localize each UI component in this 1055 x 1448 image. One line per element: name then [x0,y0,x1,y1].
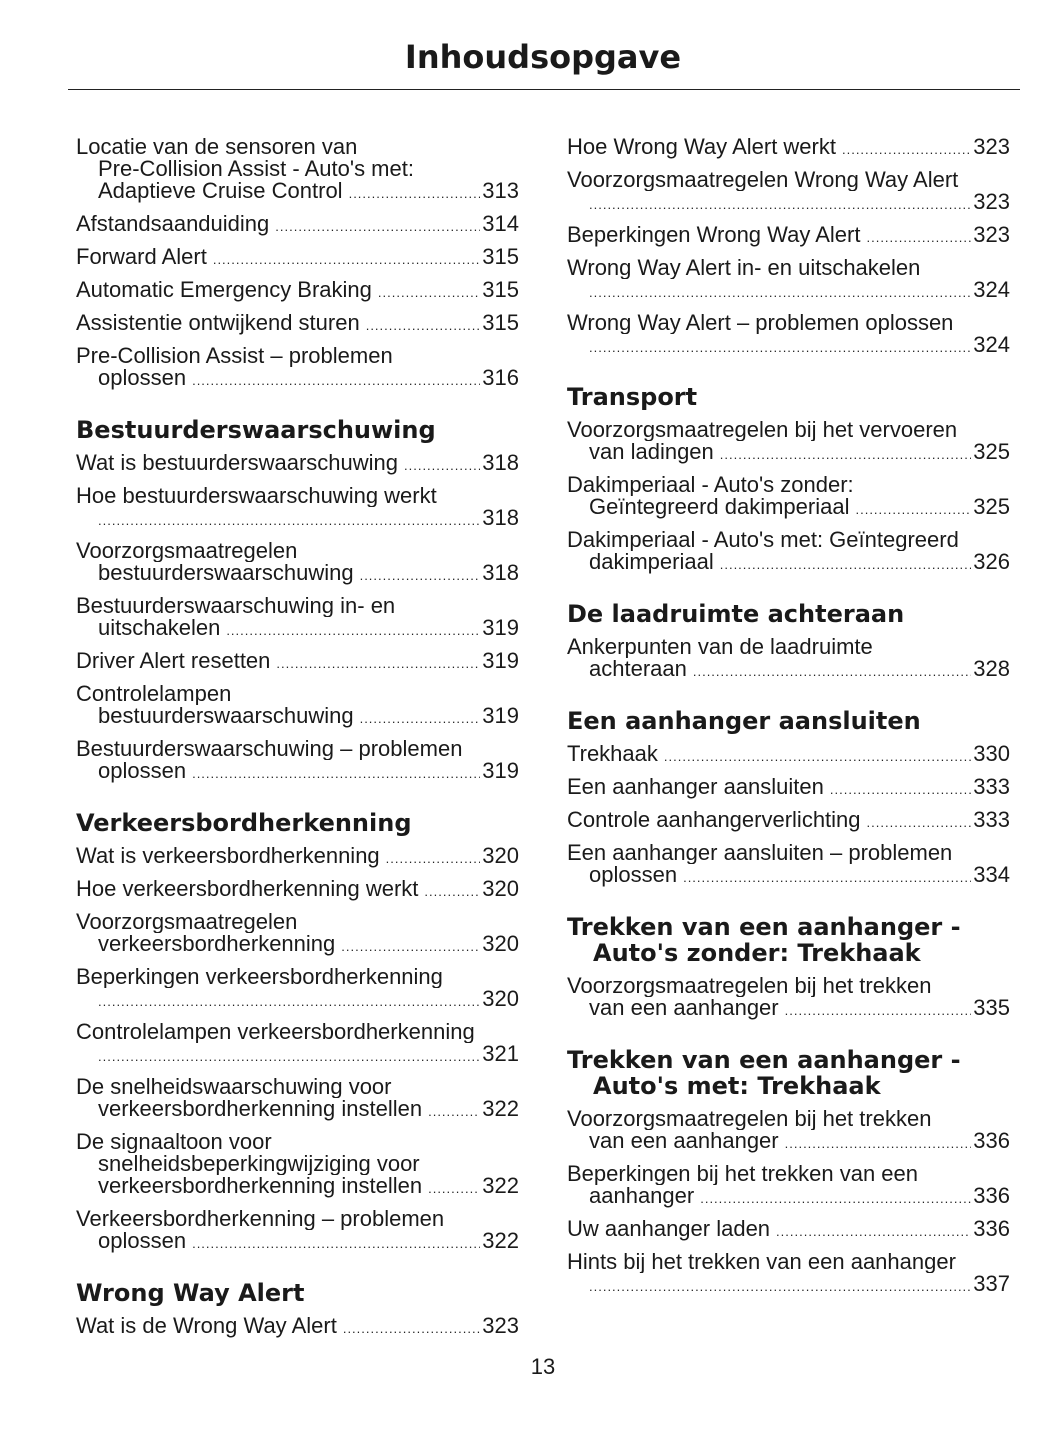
dot-leader [776,1221,971,1243]
toc-entry-text: van ladingen [589,441,714,464]
toc-entry-page[interactable]: 319 [482,705,519,728]
toc-entry-page[interactable]: 320 [482,878,519,901]
dot-leader [98,991,480,1013]
toc-entry-text: Een aanhanger aansluiten [567,776,824,799]
toc-entry-text: De snelheidswaarschuwing voor [76,1076,392,1098]
toc-entry-trekhaak[interactable] [567,743,1010,768]
toc-entry-text: Geïntegreerd dakimperiaal [589,496,850,519]
toc-entry-voorzorgsmaatregelen[interactable] [76,911,519,958]
toc-entry-page[interactable]: 336 [973,1218,1010,1241]
section-heading-line: Trekken van een aanhanger - [567,1046,961,1074]
toc-entry-page[interactable]: 333 [973,776,1010,799]
toc-entry-text: verkeersbordherkenning [98,933,336,956]
toc-entry-hints-bij-het-trekken-van-een-aanhanger[interactable] [567,1251,1010,1298]
toc-entry-text: Voorzorgsmaatregelen bij het vervoeren [567,419,958,441]
toc-entry-voorzorgsmaatregelen[interactable] [76,540,519,587]
toc-entry-bestuurderswaarschuwing-problemen[interactable] [76,738,519,785]
dot-leader [664,746,971,768]
toc-entry-page[interactable]: 320 [482,933,519,956]
toc-entry-driver-alert-resetten[interactable] [76,650,519,675]
toc-entry-text: verkeersbordherkenning instellen [98,1175,423,1198]
section-heading-line: Wrong Way Alert [76,1279,305,1307]
toc-entry-page[interactable]: 318 [482,562,519,585]
toc-entry-text: Wrong Way Alert in- en uitschakelen [567,257,921,279]
toc-entry-text: bestuurderswaarschuwing [98,705,354,728]
toc-entry-text: Wat is verkeersbordherkenning [76,845,380,868]
section-heading-line: Transport [567,383,698,411]
toc-entry-text: De signaaltoon voor [76,1131,272,1153]
toc-entry-de-snelheidswaarschuwing-voor[interactable] [76,1076,519,1123]
toc-right-column [567,136,1010,1306]
toc-entry-page[interactable]: 320 [482,845,519,868]
dot-leader [360,565,481,587]
toc-entry-page[interactable]: 325 [973,441,1010,464]
toc-entry-text: Hoe bestuurderswaarschuwing werkt [76,485,437,507]
toc-entry-text: Beperkingen Wrong Way Alert [567,224,861,247]
toc-entry-page[interactable]: 322 [482,1230,519,1253]
toc-entry-text: Bestuurderswaarschuwing in- en [76,595,396,617]
toc-entry-page[interactable]: 323 [973,136,1010,159]
toc-entry-page[interactable]: 328 [973,658,1010,681]
toc-entry-text: Pre-Collision Assist - Auto's met: [98,158,414,180]
section-heading-de-laadruimte-achteraan [567,601,1010,627]
toc-entry-page[interactable]: 314 [482,213,519,236]
dot-leader [366,315,481,337]
toc-entry-text: dakimperiaal [589,551,714,574]
toc-entry-text: Een aanhanger aansluiten – problemen [567,842,953,864]
toc-entry-text: Controle aanhangerverlichting [567,809,861,832]
toc-entry-page[interactable]: 324 [973,334,1010,357]
toc-entry-een-aanhanger-aansluiten-problemen[interactable] [567,842,1010,889]
toc-entry-page[interactable]: 322 [482,1175,519,1198]
dot-leader [842,139,971,161]
toc-entry-text: Beperkingen bij het trekken van een [567,1163,919,1185]
toc-entry-page[interactable]: 323 [482,1315,519,1338]
toc-entry-page[interactable]: 318 [482,452,519,475]
toc-entry-page[interactable]: 319 [482,650,519,673]
section-heading-een-aanhanger-aansluiten [567,708,1010,734]
dot-leader [226,620,480,642]
toc-entry-page[interactable]: 336 [973,1185,1010,1208]
section-heading-line: Trekken van een aanhanger - [567,913,961,941]
toc-entry-voorzorgsmaatregelen-bij-het-trekken[interactable] [567,975,1010,1022]
dot-leader [192,763,480,785]
toc-entry-text: verkeersbordherkenning instellen [98,1098,423,1121]
toc-entry-page[interactable]: 319 [482,617,519,640]
toc-entry-text: Driver Alert resetten [76,650,271,673]
toc-entry-text: oplossen [98,760,187,783]
toc-entry-text: Dakimperiaal - Auto's zonder: [567,474,854,496]
dot-leader [428,1178,480,1200]
toc-entry-page[interactable]: 318 [482,507,519,530]
toc-entry-text: Assistentie ontwijkend sturen [76,312,360,335]
toc-entry-wat-is-de-wrong-way-alert[interactable] [76,1315,519,1340]
toc-entry-page[interactable]: 330 [973,743,1010,766]
toc-entry-afstandsaanduiding[interactable] [76,213,519,238]
toc-entry-page[interactable]: 313 [482,180,519,203]
toc-entry-text: van een aanhanger [589,1130,779,1153]
toc-entry-page[interactable]: 315 [482,279,519,302]
toc-entry-text: Voorzorgsmaatregelen [76,540,298,562]
toc-entry-page[interactable]: 326 [973,551,1010,574]
toc-entry-text: Voorzorgsmaatregelen bij het trekken [567,975,932,997]
toc-entry-page[interactable]: 337 [973,1273,1010,1296]
toc-entry-page[interactable]: 316 [482,367,519,390]
section-heading-trekken-van-een-aanhanger-auto-s-zonder- [567,914,1010,966]
toc-entry-page[interactable]: 336 [973,1130,1010,1153]
dot-leader [866,227,971,249]
toc-entry-hoe-verkeersbordherkenning-werkt[interactable] [76,878,519,903]
toc-entry-text: Pre-Collision Assist – problemen [76,345,393,367]
dot-leader [275,216,480,238]
dot-leader [404,455,480,477]
page-number: 13 [530,1354,556,1379]
toc-entry-text: Hoe Wrong Way Alert werkt [567,136,836,159]
toc-entry-beperkingen-verkeersbordherkenning[interactable] [76,966,519,1013]
toc-entry-text: Beperkingen verkeersbordherkenning [76,966,443,988]
section-heading-line: Auto's zonder: Trekhaak [593,939,921,967]
dot-leader [386,848,481,870]
toc-entry-text: Wrong Way Alert – problemen oplossen [567,312,954,334]
dot-leader [589,337,971,359]
dot-leader [192,370,480,392]
toc-entry-text: Uw aanhanger laden [567,1218,771,1241]
toc-entry-page[interactable]: 320 [482,988,519,1011]
toc-entry-text: Adaptieve Cruise Control [98,180,343,203]
dot-leader [341,936,480,958]
toc-entry-text: Forward Alert [76,246,207,269]
section-heading-line: Verkeersbordherkenning [76,809,412,837]
toc-entry-text: bestuurderswaarschuwing [98,562,354,585]
dot-leader [192,1233,480,1255]
dot-leader [693,661,971,683]
dot-leader [720,554,972,576]
toc-entry-page[interactable]: 325 [973,496,1010,519]
toc-entry-page[interactable]: 319 [482,760,519,783]
toc-entry-text: Hints bij het trekken van een aanhanger [567,1251,956,1273]
toc-entry-text: achteraan [589,658,687,681]
toc-entry-controlelampen[interactable] [76,683,519,730]
toc-entry-text: Locatie van de sensoren van [76,136,358,158]
toc-entry-page[interactable]: 321 [482,1043,519,1066]
dot-leader [378,282,480,304]
section-heading-line: Bestuurderswaarschuwing [76,416,436,444]
toc-entry-text: oplossen [98,367,187,390]
toc-entry-automatic-emergency-braking[interactable] [76,279,519,304]
toc-entry-page[interactable]: 315 [482,312,519,335]
toc-entry-text: Controlelampen verkeersbordherkenning [76,1021,475,1043]
toc-entry-hoe-wrong-way-alert-werkt[interactable] [567,136,1010,161]
toc-entry-controlelampen-verkeersbordherkenning[interactable] [76,1021,519,1068]
toc-entry-text: Bestuurderswaarschuwing – problemen [76,738,463,760]
toc-entry-text: Dakimperiaal - Auto's met: Geïntegreerd [567,529,959,551]
toc-entry-text: Ankerpunten van de laadruimte [567,636,873,658]
dot-leader [867,812,972,834]
dot-leader [349,183,481,205]
dot-leader [98,1046,480,1068]
toc-entry-text: Wat is de Wrong Way Alert [76,1315,337,1338]
dot-leader [424,881,480,903]
toc-entry-text: oplossen [98,1230,187,1253]
dot-leader [276,653,480,675]
section-heading-line: De laadruimte achteraan [567,600,905,628]
toc-entry-text: Voorzorgsmaatregelen bij het trekken [567,1108,932,1130]
dot-leader [213,249,480,271]
toc-entry-controle-aanhangerverlichting[interactable] [567,809,1010,834]
section-heading-transport [567,384,1010,410]
dot-leader [343,1318,480,1340]
dot-leader [360,708,481,730]
toc-entry-wrong-way-alert-in-en-uitschakelen[interactable] [567,257,1010,304]
toc-entry-text: Voorzorgsmaatregelen Wrong Way Alert [567,169,959,191]
toc-entry-text: Afstandsaanduiding [76,213,270,236]
toc-entry-page[interactable]: 333 [973,809,1010,832]
dot-leader [589,1276,971,1298]
toc-entry-page[interactable]: 335 [973,997,1010,1020]
dot-leader [428,1101,480,1123]
toc-entry-voorzorgsmaatregelen-bij-het-vervoeren[interactable] [567,419,1010,466]
dot-leader [683,867,971,889]
toc-entry-page[interactable]: 323 [973,224,1010,247]
toc-entry-text: Automatic Emergency Braking [76,279,372,302]
toc-entry-voorzorgsmaatregelen-bij-het-trekken[interactable] [567,1108,1010,1155]
toc-entry-beperkingen-bij-het-trekken-van-een[interactable] [567,1163,1010,1210]
toc-entry-text: snelheidsbeperkingwijziging voor [98,1153,420,1175]
toc-left-column [76,136,519,1348]
toc-entry-page[interactable]: 323 [973,191,1010,214]
section-heading-verkeersbordherkenning [76,810,519,836]
dot-leader [98,510,480,532]
toc-entry-een-aanhanger-aansluiten[interactable] [567,776,1010,801]
toc-entry-uw-aanhanger-laden[interactable] [567,1218,1010,1243]
dot-leader [720,444,972,466]
toc-entry-text: oplossen [589,864,678,887]
page-title: Inhoudsopgave [404,38,682,76]
toc-entry-text: van een aanhanger [589,997,779,1020]
toc-entry-dakimperiaal-auto-s-zonder[interactable] [567,474,1010,521]
toc-entry-page[interactable]: 324 [973,279,1010,302]
toc-entry-forward-alert[interactable] [76,246,519,271]
section-heading-line: Een aanhanger aansluiten [567,707,921,735]
toc-entry-text: uitschakelen [98,617,221,640]
toc-entry-pre-collision-assist-problemen[interactable] [76,345,519,392]
toc-entry-wat-is-bestuurderswaarschuwing[interactable] [76,452,519,477]
toc-entry-bestuurderswaarschuwing-in-en[interactable] [76,595,519,642]
dot-leader [855,499,971,521]
toc-entry-page[interactable]: 315 [482,246,519,269]
dot-leader [830,779,971,801]
section-heading-bestuurderswaarschuwing [76,417,519,443]
section-heading-wrong-way-alert [76,1280,519,1306]
title-divider [68,89,1020,90]
dot-leader [700,1188,971,1210]
toc-entry-dakimperiaal-auto-s-met-geintegreerd[interactable] [567,529,1010,576]
toc-entry-text: aanhanger [589,1185,695,1208]
toc-entry-assistentie-ontwijkend-sturen[interactable] [76,312,519,337]
dot-leader [785,1000,972,1022]
toc-entry-text: Verkeersbordherkenning – problemen [76,1208,445,1230]
toc-entry-locatie-van-de-sensoren-van[interactable] [76,136,519,205]
toc-entry-verkeersbordherkenning-problemen[interactable] [76,1208,519,1255]
toc-entry-de-signaaltoon-voor[interactable] [76,1131,519,1200]
section-heading-line: Auto's met: Trekhaak [593,1072,881,1100]
section-heading-trekken-van-een-aanhanger-auto-s-met-tre [567,1047,1010,1099]
toc-entry-wat-is-verkeersbordherkenning[interactable] [76,845,519,870]
toc-entry-hoe-bestuurderswaarschuwing-werkt[interactable] [76,485,519,532]
dot-leader [785,1133,972,1155]
toc-entry-text: Wat is bestuurderswaarschuwing [76,452,398,475]
toc-entry-beperkingen-wrong-way-alert[interactable] [567,224,1010,249]
dot-leader [589,282,971,304]
toc-entry-ankerpunten-van-de-laadruimte[interactable] [567,636,1010,683]
toc-entry-text: Voorzorgsmaatregelen [76,911,298,933]
toc-entry-text: Hoe verkeersbordherkenning werkt [76,878,419,901]
toc-entry-page[interactable]: 322 [482,1098,519,1121]
toc-entry-wrong-way-alert-problemen-oplossen[interactable] [567,312,1010,359]
toc-entry-page[interactable]: 334 [973,864,1010,887]
dot-leader [589,194,971,216]
toc-entry-text: Trekhaak [567,743,658,766]
toc-entry-text: Controlelampen [76,683,232,705]
toc-entry-voorzorgsmaatregelen-wrong-way-alert[interactable] [567,169,1010,216]
